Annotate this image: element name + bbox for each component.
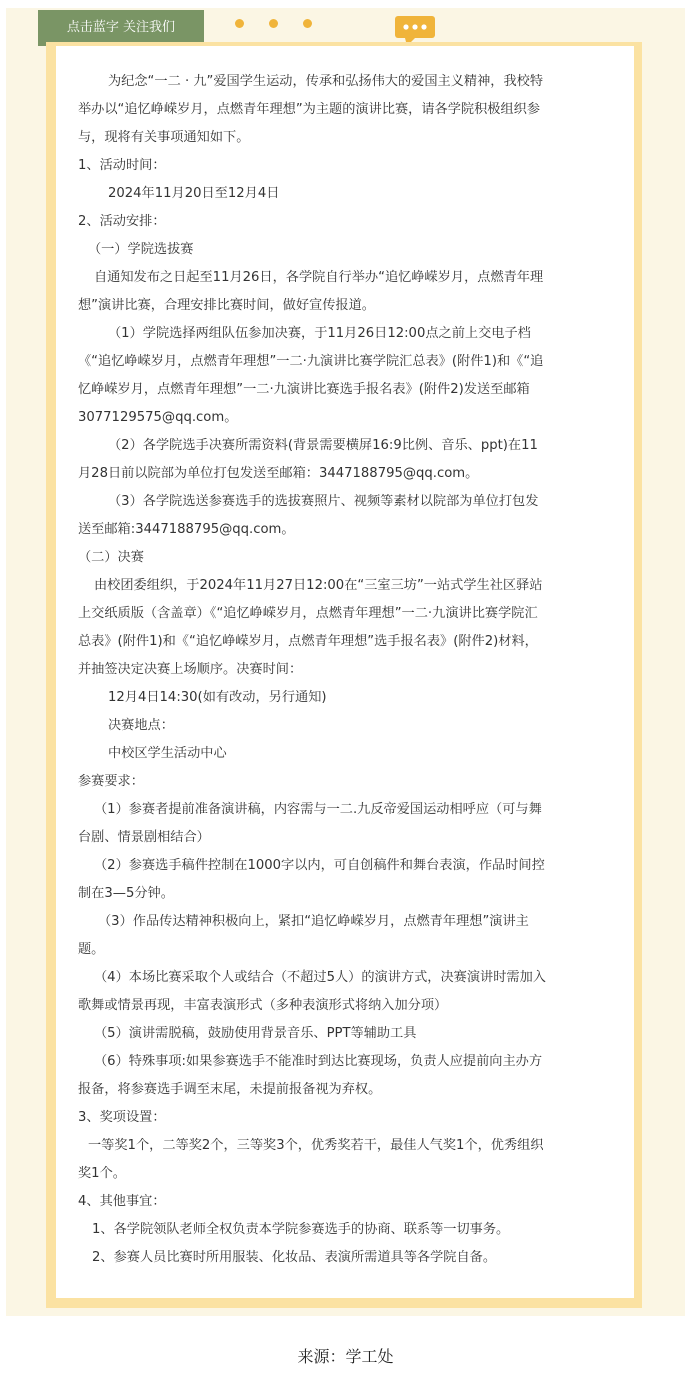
body-line: 1、各学院领队老师全权负责本学院参赛选手的协商、联系等一切事务。 [92,1222,510,1237]
body-line: 奖1个。 [78,1166,126,1181]
source-credit: 来源：学工处 [297,1347,394,1366]
section-heading: 参赛要求： [78,774,144,789]
body-line: （2）参赛选手稿件控制在1000字以内，可自创稿件和舞台表演，作品时间控 [94,858,545,873]
body-line: （5）演讲需脱稿，鼓励使用背景音乐、PPT等辅助工具 [94,1026,417,1041]
final-time: 12月4日14:30(如有改动，另行通知) [108,690,327,705]
section-heading: 4、其他事宜： [78,1194,166,1209]
body-line: 歌舞或情景再现，丰富表演形式（多种表演形式将纳入加分项） [78,998,448,1013]
decor-dot-icon [303,19,312,28]
section-heading: 2、活动安排： [78,214,166,229]
body-line: 与，现将有关事项通知如下。 [78,130,250,145]
notice-card [56,46,634,1298]
body-line: 想”演讲比赛，合理安排比赛时间，做好宣传报道。 [78,298,375,313]
body-line: 送至邮箱:3447188795@qq.com。 [78,522,295,537]
subsection-heading: （一）学院选拔赛 [88,242,194,257]
decor-dot-icon [235,19,244,28]
section-heading: 3、奖项设置： [78,1110,166,1125]
body-line: 自通知发布之日起至11月26日，各学院自行举办“追忆峥嵘岁月，点燃青年理 [94,270,544,285]
body-line: 一等奖1个，二等奖2个，三等奖3个，优秀奖若干，最佳人气奖1个，优秀组织 [88,1138,544,1153]
body-line: 制在3—5分钟。 [78,886,174,901]
body-line: 报备，将参赛选手调至末尾，未提前报备视为弃权。 [78,1082,382,1097]
body-line: （3）作品传达精神积极向上，紧扣“追忆峥嵘岁月，点燃青年理想”演讲主 [98,914,529,929]
body-line: 总表》(附件1)和《“追忆峥嵘岁月，点燃青年理想”选手报名表》(附件2)材料， [78,634,538,649]
body-line: 为纪念“一二 · 九”爱国学生运动，传承和弘扬伟大的爱国主义精神，我校特 [108,74,544,89]
body-line: 《“追忆峥嵘岁月，点燃青年理想”一二·九演讲比赛学院汇总表》(附件1)和《“追 [78,354,544,369]
decor-dot-icon [269,19,278,28]
email-line: 3077129575@qq.com。 [78,410,238,425]
follow-us-tab[interactable]: 点击蓝字 关注我们 [38,10,204,46]
body-line: 2、参赛人员比赛时所用服装、化妆品、表演所需道具等各学院自备。 [92,1250,497,1265]
body-line: 台剧、情景剧相结合） [78,830,210,845]
body-line: （6）特殊事项:如果参赛选手不能准时到达比赛现场，负责人应提前向主办方 [94,1054,543,1069]
body-line: （1）参赛者提前准备演讲稿，内容需与一二.九反帝爱国运动相呼应（可与舞 [94,802,542,817]
body-line: 2024年11月20日至12月4日 [108,186,280,201]
body-line: 题。 [78,942,105,957]
section-heading: 1、活动时间： [78,158,166,173]
body-line: （4）本场比赛采取个人或结合（不超过5人）的演讲方式，决赛演讲时需加入 [94,970,546,985]
body-line: （3）各学院选送参赛选手的选拔赛照片、视频等素材以院部为单位打包发 [108,494,539,509]
body-line: 月28日前以院部为单位打包发送至邮箱：3447188795@qq.com。 [78,466,479,481]
subsection-heading: （二）决赛 [78,550,144,565]
body-line: 上交纸质版（含盖章）《“追忆峥嵘岁月，点燃青年理想”一二·九演讲比赛学院汇 [78,606,538,621]
body-line: （2）各学院选手决赛所需资料(背景需要横屏16:9比例、音乐、ppt)在11 [108,438,538,453]
body-line: 并抽签决定决赛上场顺序。决赛时间： [78,662,303,677]
body-line: 由校团委组织，于2024年11月27日12:00在“三室三坊”一站式学生社区驿站 [94,578,543,593]
body-line: 决赛地点： [108,718,174,733]
body-line: 举办以“追忆峥嵘岁月，点燃青年理想”为主题的演讲比赛，请各学院积极组织参 [78,102,541,117]
final-location: 中校区学生活动中心 [108,746,227,761]
body-line: 忆峥嵘岁月，点燃青年理想”一二·九演讲比赛选手报名表》(附件2)发送至邮箱 [78,382,530,397]
body-line: （1）学院选择两组队伍参加决赛，于11月26日12:00点之前上交电子档 [108,326,531,341]
